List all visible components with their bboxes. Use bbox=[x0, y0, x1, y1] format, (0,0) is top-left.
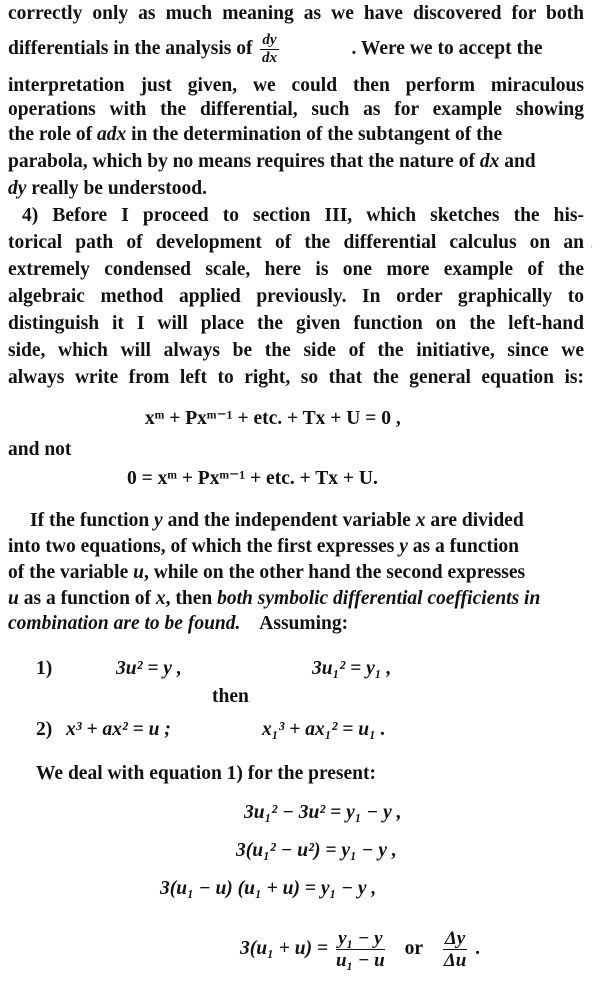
text-line-7: dy really be understood. bbox=[8, 178, 207, 199]
text-segment: . Were we to accept the bbox=[351, 38, 543, 59]
eq2-right: x₁³ + ax₁² = u₁ . bbox=[262, 719, 386, 740]
text-line-4: operations with the differential, such as for example showing bbox=[8, 99, 584, 120]
eq1-right: 3u₁² = y₁ , bbox=[312, 658, 392, 679]
text-line-2 bbox=[8, 32, 584, 66]
text-line-6: parabola, which by no means requires that the nature of dx and bbox=[8, 151, 536, 172]
dy-dx-fraction: $\frac{dy}{dx}$ bbox=[261, 32, 277, 67]
eq2-left: x³ + ax² = u ; bbox=[66, 719, 171, 740]
then-label: then bbox=[212, 686, 249, 707]
text-line-15: If the function y and the independent variable x are divided bbox=[30, 510, 524, 531]
eq1-left: 3u² = y , bbox=[116, 658, 182, 679]
text-line-20: We deal with equation 1) for the present: bbox=[36, 763, 376, 784]
text-line-19: combination are to be found. Assuming: bbox=[8, 613, 349, 634]
text-line-10: extremely condensed scale, here is one more example of the bbox=[8, 259, 584, 280]
text-line-9: torical path of development of the differential calculus on an bbox=[8, 232, 584, 253]
text-line-11: algebraic method applied previously. In order graphically to bbox=[8, 286, 584, 307]
step-1: 3u₁² − 3u² = y₁ − y , bbox=[244, 802, 402, 823]
step-4: 3(u₁ + u) = $\frac{\text{y₁ − y}}{\text{u₁ − u}}$ or $\frac{\Delta y}{\Delta u}$ . bbox=[240, 928, 480, 972]
delta-quotient: $\frac{\Delta y}{\Delta u}$ bbox=[443, 928, 467, 972]
stray-mark: ˒ bbox=[590, 240, 594, 251]
text-line-17: of the variable u, while on the other hand the second expresses bbox=[8, 562, 526, 583]
text-segment: differentials in the analysis of bbox=[8, 38, 253, 59]
text-line-5: the role of adx in the determination of the subtangent of the bbox=[8, 124, 503, 145]
text-line-1: correctly only as much meaning as we have discovered for both bbox=[8, 3, 584, 24]
step-3: 3(u₁ − u) (u₁ + u) = y₁ − y , bbox=[160, 878, 377, 899]
text-line-12: distinguish it I will place the given function on the left-hand bbox=[8, 313, 584, 334]
and-not-label: and not bbox=[8, 439, 72, 460]
text-line-14: always write from left to right, so that the general equation is: bbox=[8, 367, 584, 388]
text-line-16: into two equations, of which the first expresses y as a function bbox=[8, 536, 519, 557]
text-line-18: u as a function of x, then both symbolic differential coefficients in bbox=[8, 588, 541, 609]
difference-quotient: $\frac{\text{y₁ − y}}{\text{u₁ − u}}$ bbox=[335, 928, 385, 972]
eq1-label: 1) bbox=[36, 658, 53, 679]
alternate-equation: 0 = xᵐ + Pxᵐ⁻¹ + etc. + Tx + U. bbox=[127, 468, 378, 489]
text-line-13: side, which will always be the side of the initiative, since we bbox=[8, 340, 584, 361]
text-line-3: interpretation just given, we could then perform miraculous bbox=[8, 75, 584, 96]
text-line-8: 4) Before I proceed to section III, which sketches the his- bbox=[22, 205, 584, 226]
eq2-label: 2) bbox=[36, 719, 53, 740]
general-equation: xᵐ + Pxᵐ⁻¹ + etc. + Tx + U = 0 , bbox=[145, 408, 401, 429]
step-2: 3(u₁² − u²) = y₁ − y , bbox=[236, 840, 397, 861]
